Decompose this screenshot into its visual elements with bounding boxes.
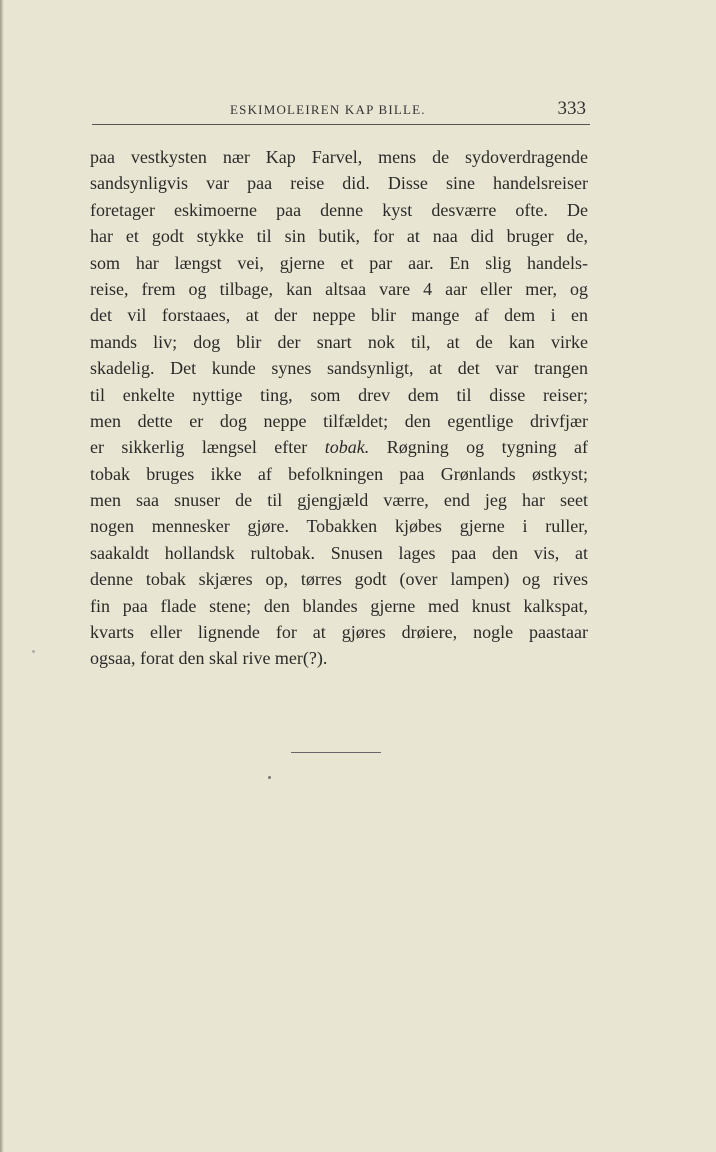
page-edge-shadow (0, 0, 4, 1152)
body-text (90, 144, 588, 672)
text-line: mands liv; dog blir der snart nok til, at de kan virke (90, 331, 588, 352)
text-line: sandsynligvis var paa reise did. Disse sine handelsreiser (90, 173, 588, 194)
text-line: denne tobak skjæres op, tørres godt (over lampen) og rives (90, 569, 588, 590)
text-segment: er sikkerlig længsel efter (90, 437, 308, 458)
text-line-last: ogsaa, forat den skal rive mer(?). (90, 648, 328, 669)
text-line: foretager eskimoerne paa denne kyst desværre ofte. De (90, 199, 588, 220)
page-header (92, 96, 590, 124)
print-speck (32, 650, 35, 653)
italic-word: tobak. (324, 437, 370, 458)
header-rule (92, 124, 590, 125)
text-line: saakaldt hollandsk rultobak. Snusen lages paa den vis, at (90, 542, 588, 563)
text-line-mixed (90, 434, 588, 460)
text-line: men saa snuser de til gjengjæld værre, end jeg har seet (90, 490, 588, 511)
text-segment: Røgning og tygning af (386, 437, 589, 458)
end-rule (291, 752, 381, 753)
text-line: kvarts eller lignende for at gjøres drøiere, nogle paastaar (90, 622, 588, 643)
text-line: nogen mennesker gjøre. Tobakken kjøbes gjerne i ruller, (90, 516, 588, 537)
text-line: til enkelte nyttige ting, som drev dem til disse reiser; (90, 384, 588, 405)
text-line: det vil forstaaes, at der neppe blir mange af dem i en (90, 305, 588, 326)
text-line: reise, frem og tilbage, kan altsaa vare 4 aar eller mer, og (90, 278, 588, 299)
running-title: ESKIMOLEIREN KAP BILLE. (230, 102, 426, 117)
text-line: fin paa flade stene; den blandes gjerne med knust kalkspat, (90, 595, 588, 616)
text-line: har et godt stykke til sin butik, for at naa did bruger de, (90, 226, 588, 247)
text-line: paa vestkysten nær Kap Farvel, mens de sydoverdragende (90, 147, 588, 167)
text-line: som har længst vei, gjerne et par aar. En slig handels- (90, 252, 588, 273)
text-line: men dette er dog neppe tilfældet; den egentlige drivfjær (90, 410, 588, 431)
print-speck (268, 776, 271, 779)
page-number: 333 (557, 98, 586, 119)
text-line: tobak bruges ikke af befolkningen paa Grønlands østkyst; (90, 463, 588, 484)
text-line: skadelig. Det kunde synes sandsynligt, at det var trangen (90, 358, 588, 379)
